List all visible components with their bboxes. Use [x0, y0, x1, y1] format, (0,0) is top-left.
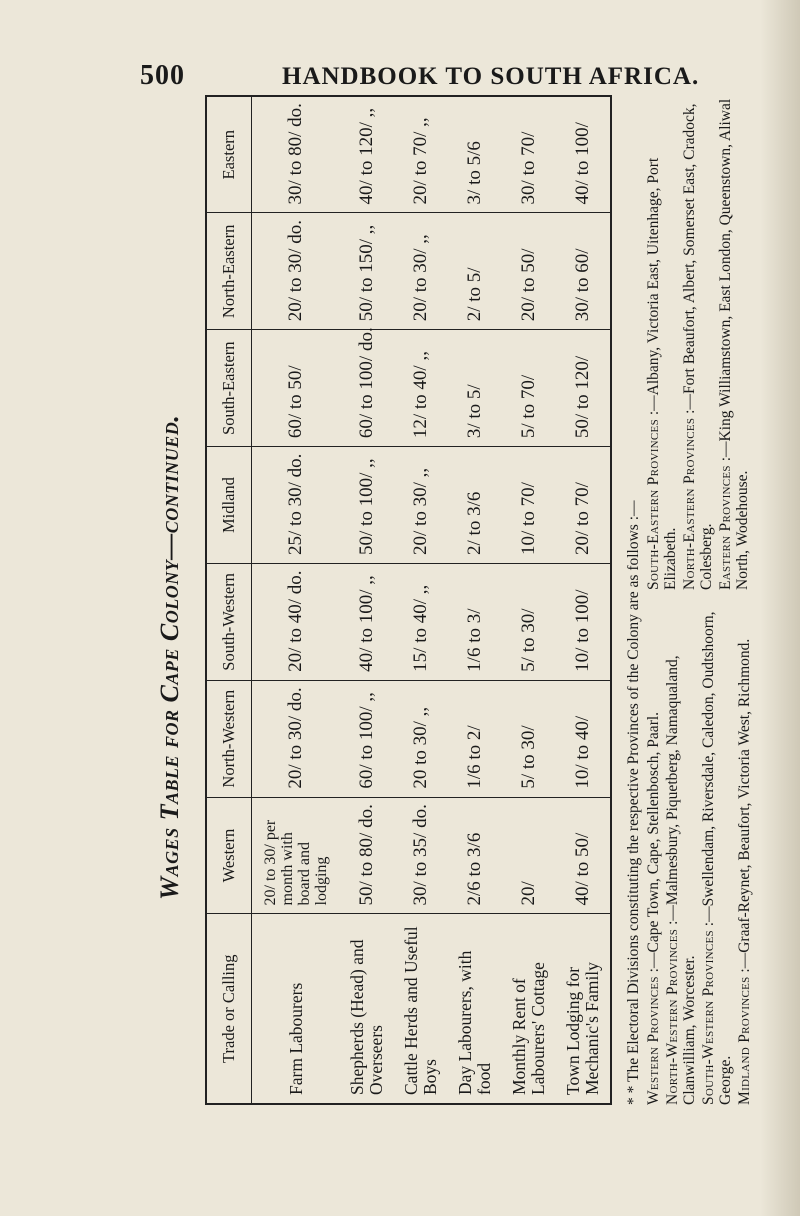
wage-cell: 60/ to 50/ — [252, 330, 341, 447]
province-divisions: :—Graaf-Reynet, Beaufort, Victoria West, Richmond. — [736, 638, 753, 973]
wage-cell: 20/ to 70/ ,, — [394, 96, 448, 213]
wage-cell: 20/ to 30/ ,, — [394, 213, 448, 330]
table-row — [502, 96, 556, 1104]
wage-cell: 20/ — [502, 797, 556, 914]
province-entry — [645, 95, 679, 590]
wage-cell: 5/ to 30/ — [502, 680, 556, 797]
table-row — [252, 96, 341, 1104]
province-name: Midland Provinces — [736, 976, 753, 1105]
wage-cell: 3/ to 5/6 — [448, 96, 502, 213]
wage-cell: 5/ to 70/ — [502, 330, 556, 447]
wage-cell: 2/ to 5/ — [448, 213, 502, 330]
province-entry — [717, 95, 751, 590]
province-divisions: :—Swellendam, Riversdale, Caledon, Oudtshoorn, George. — [700, 611, 734, 1105]
wage-cell: 30/ to 80/ do. — [252, 96, 341, 213]
table-row — [394, 96, 448, 1104]
province-divisions: :—Malmesbury, Piquetberg, Namaqualand, Clanwilliam, Worcester. — [664, 655, 698, 1105]
running-head: HANDBOOK TO SOUTH AFRICA. — [282, 63, 700, 90]
wages-table — [205, 95, 612, 1105]
wage-cell: 40/ to 100/ ,, — [340, 563, 394, 680]
province-entry — [681, 95, 715, 590]
table-row — [448, 96, 502, 1104]
table-row — [556, 96, 611, 1104]
column-header: South-Eastern — [206, 330, 252, 447]
column-header: Western — [206, 797, 252, 914]
wage-value: 20/ to 30/ per month with board and lodging — [262, 819, 330, 906]
wage-cell: 50/ to 100/ ,, — [340, 447, 394, 564]
table-caption: Wages Table for Cape Colony—continued. — [155, 414, 184, 900]
province-divisions: :—King Williamstown, East London, Queenstown, Aliwal North, Wodehouse. — [717, 98, 751, 590]
wage-cell: 20/ to 50/ — [502, 213, 556, 330]
wage-cell: 40/ to 50/ — [556, 797, 611, 914]
wage-cell: 5/ to 30/ — [502, 563, 556, 680]
wage-cell: 15/ to 40/ ,, — [394, 563, 448, 680]
province-entry — [736, 610, 753, 1105]
province-divisions: :—Albany, Victoria East, Uitenhage, Port Elizabeth. — [645, 157, 679, 590]
province-name: Eastern Provinces — [717, 465, 734, 590]
province-name: South-Eastern Provinces — [645, 419, 662, 590]
wage-cell: 50/ to 80/ do. — [340, 797, 394, 914]
wage-cell: 10/ to 40/ — [556, 680, 611, 797]
province-name: South-Western Provinces — [700, 930, 717, 1105]
wage-cell: 1/6 to 3/ — [448, 563, 502, 680]
page-edge-shadow — [760, 0, 800, 1216]
wage-cell: 40/ to 100/ — [556, 96, 611, 213]
wage-cell: 3/ to 5/ — [448, 330, 502, 447]
province-name: North-Eastern Provinces — [681, 417, 698, 590]
wage-cell: 30/ to 60/ — [556, 213, 611, 330]
trade-cell: Day Labourers, with food — [455, 950, 494, 1095]
province-entry — [645, 610, 662, 1105]
wage-cell: 30/ to 70/ — [502, 96, 556, 213]
wage-cell: 1/6 to 2/ — [448, 680, 502, 797]
table-row — [340, 96, 394, 1104]
wage-cell: 50/ to 120/ — [556, 330, 611, 447]
trade-cell: Cattle Herds and Useful Boys — [401, 926, 440, 1095]
wage-cell: 20/ to 30/ do. — [252, 213, 341, 330]
column-header: Trade or Calling — [206, 914, 252, 1104]
wage-cell: 10/ to 100/ — [556, 563, 611, 680]
page-number: 500 — [140, 60, 185, 91]
wage-cell: 60/ to 100/ do. — [340, 330, 394, 447]
provinces-footnote — [625, 95, 755, 1105]
wage-cell: 25/ to 30/ do. — [252, 447, 341, 564]
trade-cell: Monthly Rent of Labourers' Cottage — [509, 962, 548, 1095]
wage-cell: 2/ to 3/6 — [448, 447, 502, 564]
trade-cell: Shepherds (Head) and Overseers — [347, 939, 386, 1095]
trade-cell: Town Lodging for Mechanic's Family — [563, 962, 602, 1095]
rotated-content — [150, 70, 753, 1130]
wage-cell: 60/ to 100/ ,, — [340, 680, 394, 797]
province-divisions: :—Fort Beaufort, Albert, Somerset East, Cradock, Colesberg. — [681, 103, 715, 590]
wage-cell: 40/ to 120/ ,, — [340, 96, 394, 213]
province-divisions: :—Cape Town, Cape, Stellenbosch, Paarl. — [645, 711, 662, 973]
footnote-lead: * * The Electoral Divisions constituting the respective Provinces of the Colony are as follows :— — [625, 500, 642, 1105]
trade-cell: Farm Labourers — [285, 982, 306, 1095]
province-name: North-Western Provinces — [664, 928, 681, 1105]
wage-cell: 10/ to 70/ — [502, 447, 556, 564]
wage-cell: 12/ to 40/ ,, — [394, 330, 448, 447]
province-entry — [700, 610, 734, 1105]
wage-cell: 30/ to 35/ do. — [394, 797, 448, 914]
column-header: South-Western — [206, 563, 252, 680]
wage-cell: 20 to 30/ ,, — [394, 680, 448, 797]
wage-cell: 20/ to 70/ — [556, 447, 611, 564]
column-header: North-Western — [206, 680, 252, 797]
province-entry — [664, 610, 698, 1105]
column-header: Midland — [206, 447, 252, 564]
wage-cell: 50/ to 150/ ,, — [340, 213, 394, 330]
column-header: Eastern — [206, 96, 252, 213]
wage-cell: 20/ to 30/ ,, — [394, 447, 448, 564]
column-header: North-Eastern — [206, 213, 252, 330]
province-name: Western Provinces — [645, 976, 662, 1105]
wage-cell: 2/6 to 3/6 — [448, 797, 502, 914]
wage-cell — [252, 797, 341, 914]
wage-cell: 20/ to 30/ do. — [252, 680, 341, 797]
table-header-row — [206, 96, 252, 1104]
provinces-list — [645, 95, 755, 1105]
wage-cell: 20/ to 40/ do. — [252, 563, 341, 680]
